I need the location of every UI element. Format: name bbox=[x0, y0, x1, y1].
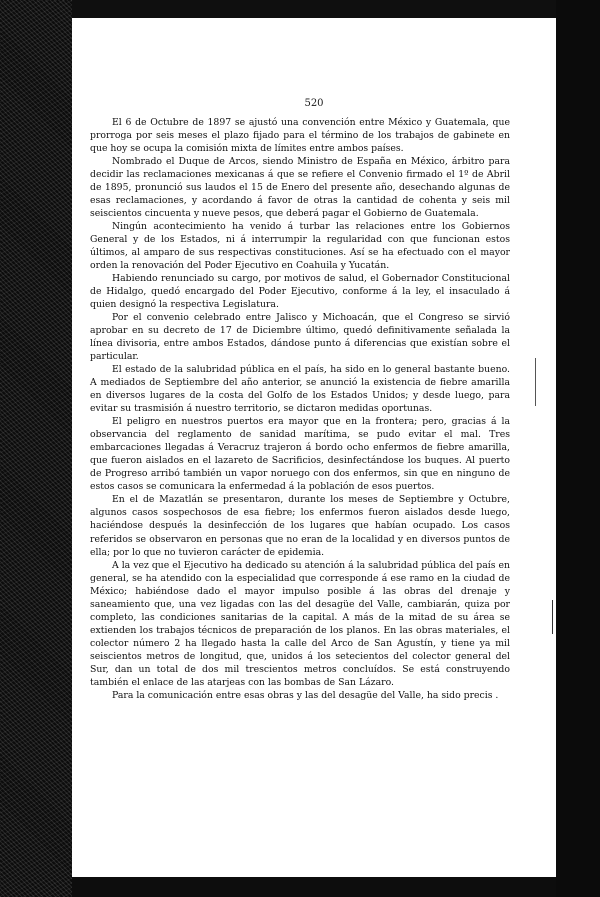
paragraph: Nombrado el Duque de Arcos, siendo Ministro de España en México, árbitro para decidir las reclamaciones mexicanas á que se refiere el Convenio firmado el 1º de Abril de 1895, pronunció sus laudos el 15 de Enero del presente año, desechando algunas de esas reclamaciones, y acordando á favor de otras la cantidad de cohenta y seis mil seiscientos cincuenta y nueve pesos, que deberá pagar el Gobierno de Guatemala. bbox=[90, 156, 510, 220]
scan-border-bottom bbox=[72, 877, 556, 897]
page-number: 520 bbox=[304, 98, 324, 109]
scan-border-right bbox=[556, 0, 600, 897]
paragraph: El peligro en nuestros puertos era mayor que en la frontera; pero, gracias á la observancia del reglamento de sanidad marítima, se pudo evitar el mal. Tres embarcaciones llegadas á Veracruz trajeron á bordo ocho enfermos de fiebre amarilla, que fueron aislados en el lazareto de Sacrificios, desinfectándose los buques. Al puerto de Progreso arribó también un vapor noruego con dos enfermos, sin que en ninguno de estos casos se comunicara la enfermedad á la población de esos puertos. bbox=[90, 416, 510, 493]
document-page bbox=[72, 18, 556, 877]
paragraph: Habiendo renunciado su cargo, por motivos de salud, el Gobernador Constitucional de Hidalgo, quedó encargado del Poder Ejecutivo, conforme á la ley, el insaculado á quien designó la respectiva Legislatura. bbox=[90, 273, 510, 311]
paragraph: A la vez que el Ejecutivo ha dedicado su atención á la salubridad pública del país en general, se ha atendido con la especialidad que corresponde á ese ramo en la ciudad de México; habiéndose dado el mayor impulso posible á las obras del drenaje y saneamiento que, una vez ligadas con las del desagüe del Valle, cambiarán, quiza por completo, las condiciones sanitarias de la capital. A más de la mitad de su área se extienden los trabajos técnicos de preparación de los planos. En las obras materiales, el colector número 2 ha llegado hasta la calle del Arco de San Agustín, y tiene ya mil seiscientos metros de longitud, que, unidos á los setecientos del colector general del Sur, dan un total de dos mil trescientos metros concluídos. Se está construyendo también el enlace de las atarjeas con las bombas de San Lázaro. bbox=[90, 559, 510, 688]
margin-rule-mark bbox=[535, 358, 536, 406]
paragraph: Para la comunicación entre esas obras y las del desagüe del Valle, ha sido precis . bbox=[112, 689, 499, 701]
paragraph: Ningún acontecimiento ha venido á turbar las relaciones entre los Gobiernos General y de los Estados, ni á interrumpir la regularidad con que funcionan estos últimos, al amparo de sus respectivas constituciones. Así se ha efectuado con el mayor orden la renovación del Poder Ejecutivo en Coahuila y Yucatán. bbox=[90, 221, 510, 272]
margin-rule-mark bbox=[552, 600, 553, 634]
paragraph: Por el convenio celebrado entre Jalisco y Michoacán, que el Congreso se sirvió aprobar en su decreto de 17 de Diciembre último, quedó definitivamente señalada la línea divisoria, entre ambos Estados, dándose punto á diferencias que existían sobre el particular. bbox=[90, 312, 510, 363]
body-text bbox=[90, 116, 510, 702]
paragraph: El 6 de Octubre de 1897 se ajustó una convención entre México y Guatemala, que prorroga por seis meses el plazo fijado para el término de los trabajos de gabinete en que hoy se ocupa la comisión mixta de límites entre ambos países. bbox=[90, 117, 510, 155]
paragraph: El estado de la salubridad pública en el país, ha sido en lo general bastante bueno. A mediados de Septiembre del año anterior, se anunció la existencia de fiebre amarilla en diversos lugares de la costa del Golfo de los Estados Unidos; y desde luego, para evitar su trasmisión á nuestro territorio, se dictaron medidas oportunas. bbox=[90, 364, 510, 415]
scan-border-left bbox=[0, 0, 72, 897]
paragraph: En el de Mazatlán se presentaron, durante los meses de Septiembre y Octubre, algunos casos sospechosos de esa fiebre; los enfermos fueron aislados desde luego, haciéndose después la desinfección de los lugares que habían ocupado. Los casos referidos se observaron en personas que no eran de la localidad y en diversos puntos de ella; por lo que no tuvieron carácter de epidemia. bbox=[90, 494, 510, 558]
